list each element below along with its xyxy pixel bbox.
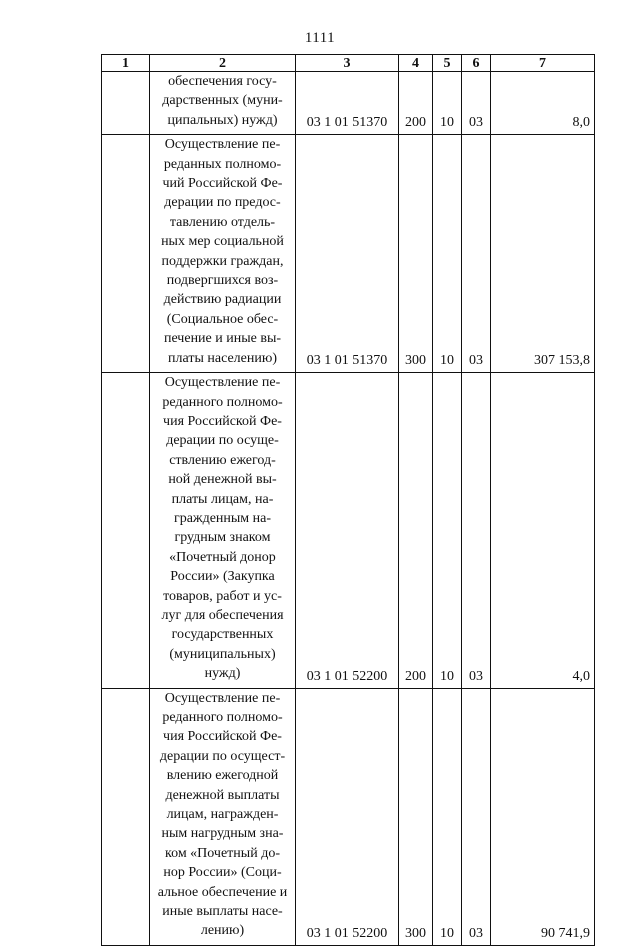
expense-name-text: обеспечения госу- дарственных (муни- ципальных) нужд) <box>162 74 283 128</box>
section-code: 10 <box>433 688 462 945</box>
row-number-cell <box>102 72 150 135</box>
table-row <box>102 373 595 689</box>
header-col-1: 1 <box>102 55 150 72</box>
amount: 90 741,9 <box>491 688 595 945</box>
header-col-5: 5 <box>433 55 462 72</box>
target-code: 03 1 01 51370 <box>296 72 399 135</box>
page-number: 1111 <box>304 30 336 46</box>
table-row <box>102 688 595 945</box>
subsection-code: 03 <box>462 135 491 373</box>
section-code: 10 <box>433 72 462 135</box>
target-code: 03 1 01 51370 <box>296 135 399 373</box>
subsection-code: 03 <box>462 373 491 689</box>
table-row <box>102 135 595 373</box>
expense-name <box>150 373 296 689</box>
expense-name <box>150 135 296 373</box>
budget-table <box>101 54 595 946</box>
amount: 8,0 <box>491 72 595 135</box>
header-row <box>102 55 595 72</box>
expense-type-code: 300 <box>399 135 433 373</box>
expense-name-text: Осуществление пе- реданного полномо- чия Российской Фе- дерации по осуще- ствлению ежегод- ной денежной вы- платы лицам, на- гражденным на- грудным знаком «Почетный донор России» (Закупка товаров, работ и ус- луг для обеспечения государственных (муниципальных) нужд) <box>161 375 284 682</box>
section-code: 10 <box>433 373 462 689</box>
expense-name <box>150 688 296 945</box>
row-number-cell <box>102 135 150 373</box>
expense-name <box>150 72 296 135</box>
subsection-code: 03 <box>462 72 491 135</box>
expense-type-code: 200 <box>399 373 433 689</box>
expense-name-text: Осуществление пе- реданного полномо- чия Российской Фе- дерации по осущест- влению ежегодной денежной выплаты лицам, награжден- ным нагрудным зна- ком «Почетный до- нор России» (Соци- альное обеспечение и иные выплаты насе- лению) <box>157 690 288 939</box>
amount: 307 153,8 <box>491 135 595 373</box>
header-col-6: 6 <box>462 55 491 72</box>
row-number-cell <box>102 373 150 689</box>
header-col-4: 4 <box>399 55 433 72</box>
expense-type-code: 300 <box>399 688 433 945</box>
expense-name-text: Осуществление пе- реданных полномо- чий Российской Фе- дерации по предос- тавлению отдель- ных мер социальной поддержки граждан, подвергшихся воз- действию радиации (Социальное обес- печение и иные вы- платы населению) <box>161 137 284 366</box>
table-row <box>102 72 595 135</box>
header-col-3: 3 <box>296 55 399 72</box>
target-code: 03 1 01 52200 <box>296 688 399 945</box>
target-code: 03 1 01 52200 <box>296 373 399 689</box>
expense-type-code: 200 <box>399 72 433 135</box>
amount: 4,0 <box>491 373 595 689</box>
row-number-cell <box>102 688 150 945</box>
header-col-7: 7 <box>491 55 595 72</box>
header-col-2: 2 <box>150 55 296 72</box>
section-code: 10 <box>433 135 462 373</box>
subsection-code: 03 <box>462 688 491 945</box>
